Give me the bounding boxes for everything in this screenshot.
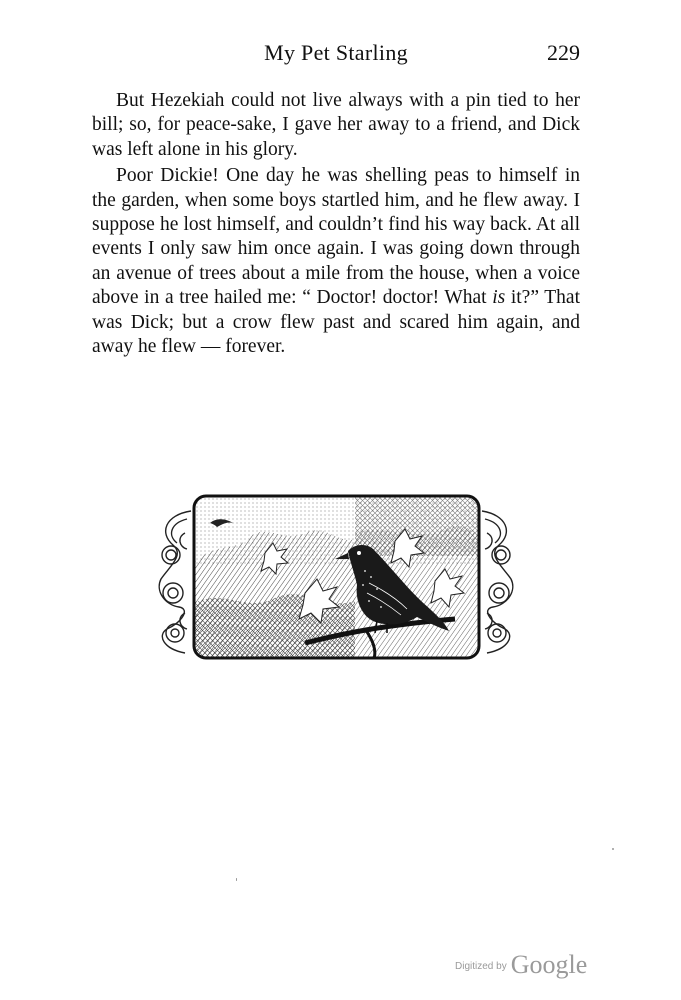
digitized-watermark bbox=[455, 950, 587, 980]
paper-speck bbox=[236, 878, 237, 881]
watermark-brand: Google bbox=[510, 950, 588, 979]
running-head bbox=[92, 40, 580, 72]
right-scroll-ornament bbox=[482, 511, 513, 653]
paragraph-1: But Hezekiah could not live always with a pin tied to her bill; so, for peace-sake, I gave her away to a friend, and Dick was left alone in his glory. bbox=[92, 90, 580, 160]
left-scroll-ornament bbox=[159, 511, 191, 653]
paragraph-2-italic: is bbox=[492, 287, 506, 309]
paragraph-2-text-a: Poor Dickie! One day he was shelling peas to himself in the garden, when some boys startled him, and he flew away. I suppose he lost himself, and couldn’t find his way back. At all events I only saw him once again. I was going down through an avenue of trees about a mile from the house, when a voice above in a tree hailed me: “ Doctor! doctor! What bbox=[92, 165, 580, 309]
starling-illustration bbox=[155, 493, 517, 663]
paper-speck bbox=[612, 848, 614, 850]
watermark-prefix: Digitized by bbox=[455, 961, 507, 972]
body-text bbox=[92, 89, 580, 361]
paragraph-2-text-b: it?” That was Dick; but a crow flew past and scared him again, and away he flew — forever. bbox=[92, 287, 580, 358]
page-number: 229 bbox=[547, 40, 580, 65]
running-title: My Pet Starling bbox=[264, 40, 408, 65]
paragraph-2 bbox=[92, 164, 580, 359]
